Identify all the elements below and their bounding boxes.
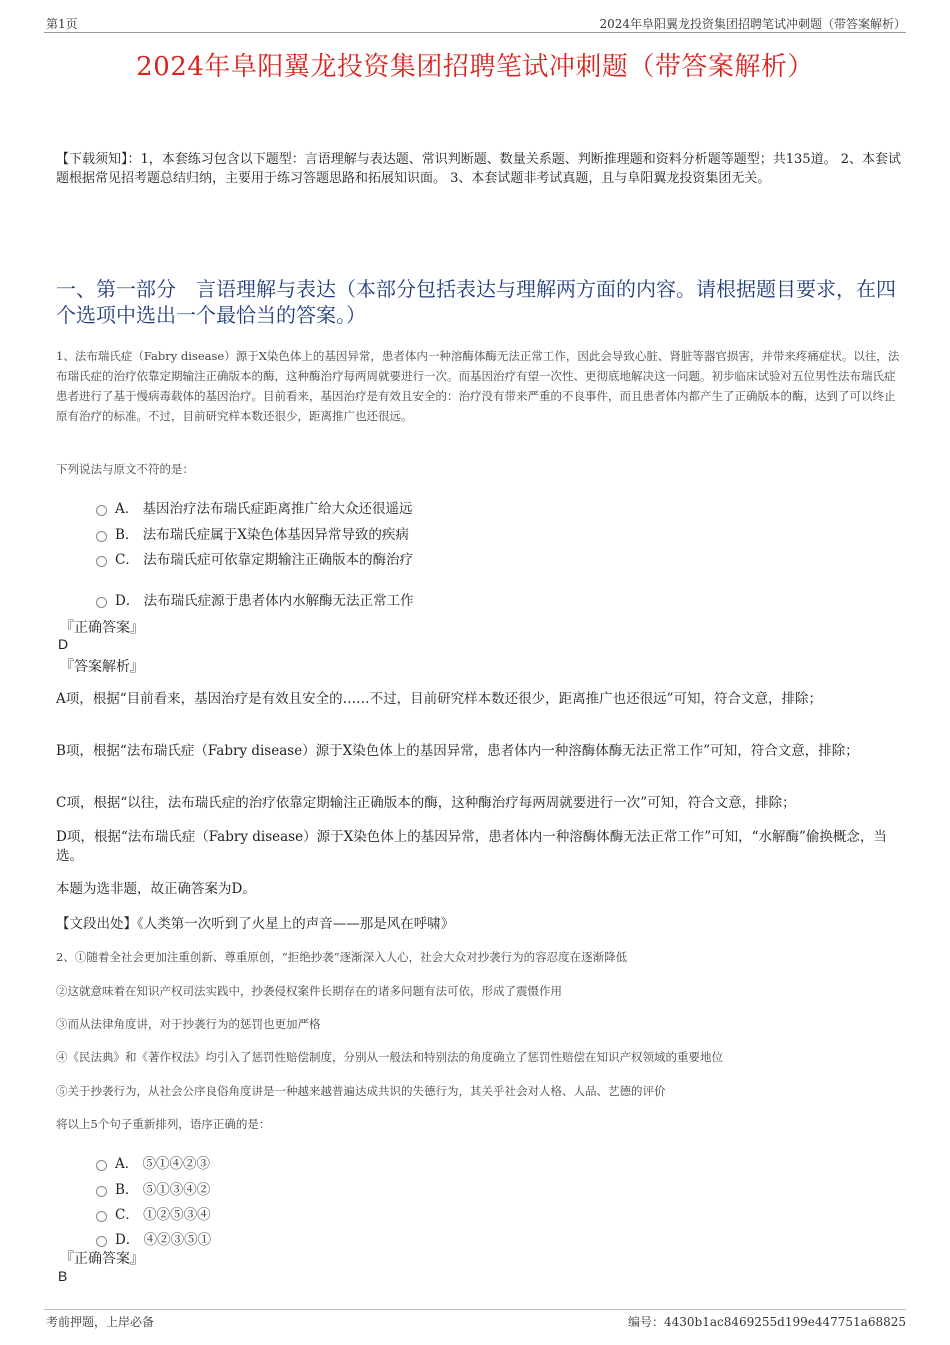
- header-doc-title: 2024年阜阳翼龙投资集团招聘笔试冲刺题（带答案解析）: [599, 17, 906, 31]
- footer-divider: [44, 1309, 906, 1310]
- page-number: 第1页: [46, 17, 78, 31]
- footer-slogan: 考前押题，上岸必备: [46, 1315, 155, 1329]
- footer-doc-id: 编号：4430b1ac8469255d199e447751a68825: [628, 1315, 906, 1329]
- q1-option-b[interactable]: [96, 523, 409, 543]
- q2-sentence-1: 2、①随着全社会更加注重创新、尊重原创，“拒绝抄袭”逐渐深入人心，社会大众对抄袭行为的容忍度在逐渐降低: [56, 950, 628, 964]
- q1-option-d[interactable]: [96, 589, 414, 609]
- q1-analysis-label: 『答案解析』: [60, 659, 144, 675]
- option-label: B． 法布瑞氏症属于X染色体基因异常导致的疾病: [115, 527, 409, 543]
- question-2-prompt: 将以上5个句子重新排列，语序正确的是：: [56, 1117, 271, 1131]
- q1-conclusion: 本题为选非题，故正确答案为D。: [56, 881, 256, 897]
- q1-answer-value: D: [58, 636, 69, 652]
- radio-icon[interactable]: [96, 1186, 107, 1197]
- q2-sentence-5: ⑤关于抄袭行为，从社会公序良俗角度讲是一种越来越普遍达成共识的失德行为，其关乎社会对人格、人品、艺德的评价: [56, 1084, 666, 1098]
- radio-icon[interactable]: [96, 1160, 107, 1171]
- option-label: D． 法布瑞氏症源于患者体内水解酶无法正常工作: [115, 593, 414, 609]
- q2-sentence-3: ③而从法律角度讲，对于抄袭行为的惩罚也更加严格: [56, 1017, 321, 1031]
- q1-analysis-a: A项，根据“目前看来，基因治疗是有效且安全的……不过，目前研究样本数还很少，距离推广也还很远”可知，符合文意，排除；: [56, 691, 823, 707]
- q2-option-a[interactable]: [96, 1152, 210, 1172]
- option-label: A． ⑤①④②③: [115, 1156, 211, 1172]
- radio-icon[interactable]: [96, 597, 107, 608]
- q1-option-c[interactable]: [96, 548, 413, 568]
- option-label: B． ⑤①③④②: [115, 1182, 211, 1198]
- section-heading: 一、第一部分 言语理解与表达（本部分包括表达与理解两方面的内容。请根据题目要求，在四个选项中选出一个最恰当的答案。）: [56, 277, 896, 327]
- option-label: C． ①②⑤③④: [115, 1207, 211, 1223]
- q2-answer-value: B: [58, 1268, 68, 1284]
- option-label: C． 法布瑞氏症可依靠定期输注正确版本的酶治疗: [115, 552, 414, 568]
- radio-icon[interactable]: [96, 531, 107, 542]
- radio-icon[interactable]: [96, 556, 107, 567]
- q1-option-a[interactable]: [96, 497, 413, 517]
- question-1-prompt: 下列说法与原文不符的是：: [56, 462, 194, 476]
- question-1-stem: 1、法布瑞氏症（Fabry disease）源于X染色体上的基因异常，患者体内一种溶酶体酶无法正常工作，因此会导致心脏、肾脏等器官损害，并带来疼痛症状。以往，法布瑞氏症的治疗依靠定期输注正确版本的酶，这种酶治疗每两周就要进行一次。而基因治疗有望一次性、更彻底地解决这一问题。初步临床试验对五位男性法布瑞氏症患者进行了基于慢病毒载体的基因治疗。目前看来，基因治疗是有效且安全的：治疗没有带来严重的不良事件，而且患者体内都产生了正确版本的酶，达到了可以终止原有治疗的标准。不过，目前研究样本数还很少，距离推广也还很远。: [56, 349, 900, 423]
- q2-sentence-4: ④《民法典》和《著作权法》均引入了惩罚性赔偿制度，分别从一般法和特别法的角度确立了惩罚性赔偿在知识产权领域的重要地位: [56, 1050, 723, 1064]
- document-title: 2024年阜阳翼龙投资集团招聘笔试冲刺题（带答案解析）: [136, 52, 814, 82]
- radio-icon[interactable]: [96, 1211, 107, 1222]
- download-notice: 【下载须知】：1，本套练习包含以下题型：言语理解与表达题、常识判断题、数量关系题、判断推理题和资料分析题等题型；共135道。 2、本套试题根据常见招考题总结归纳，主要用于练习答题思路和拓展知识面。 3、本套试题非考试真题，且与阜阳翼龙投资集团无关。: [56, 152, 901, 186]
- q2-option-b[interactable]: [96, 1178, 210, 1198]
- q1-analysis-d: D项，根据“法布瑞氏症（Fabry disease）源于X染色体上的基因异常，患者体内一种溶酶体酶无法正常工作”可知，“水解酶”偷换概念，当选。: [56, 829, 887, 864]
- q2-option-c[interactable]: [96, 1203, 211, 1223]
- q1-analysis-b: B项，根据“法布瑞氏症（Fabry disease）源于X染色体上的基因异常，患者体内一种溶酶体酶无法正常工作”可知，符合文意，排除；: [56, 743, 859, 759]
- q2-option-d[interactable]: [96, 1228, 211, 1248]
- q2-sentence-2: ②这就意味着在知识产权司法实践中，抄袭侵权案件长期存在的诸多问题有法可依，形成了震慑作用: [56, 984, 562, 998]
- option-label: A． 基因治疗法布瑞氏症距离推广给大众还很遥远: [115, 501, 413, 517]
- header-divider: [44, 32, 906, 33]
- q1-analysis-c: C项，根据“以往，法布瑞氏症的治疗依靠定期输注正确版本的酶，这种酶治疗每两周就要进行一次”可知，符合文意，排除；: [56, 795, 796, 811]
- q1-answer-label: 『正确答案』: [60, 620, 144, 636]
- radio-icon[interactable]: [96, 1236, 107, 1247]
- q2-answer-label: 『正确答案』: [60, 1251, 144, 1267]
- radio-icon[interactable]: [96, 505, 107, 516]
- q1-source: 【文段出处】《人类第一次听到了火星上的声音——那是风在呼啸》: [56, 916, 455, 932]
- option-label: D． ④②③⑤①: [115, 1232, 212, 1248]
